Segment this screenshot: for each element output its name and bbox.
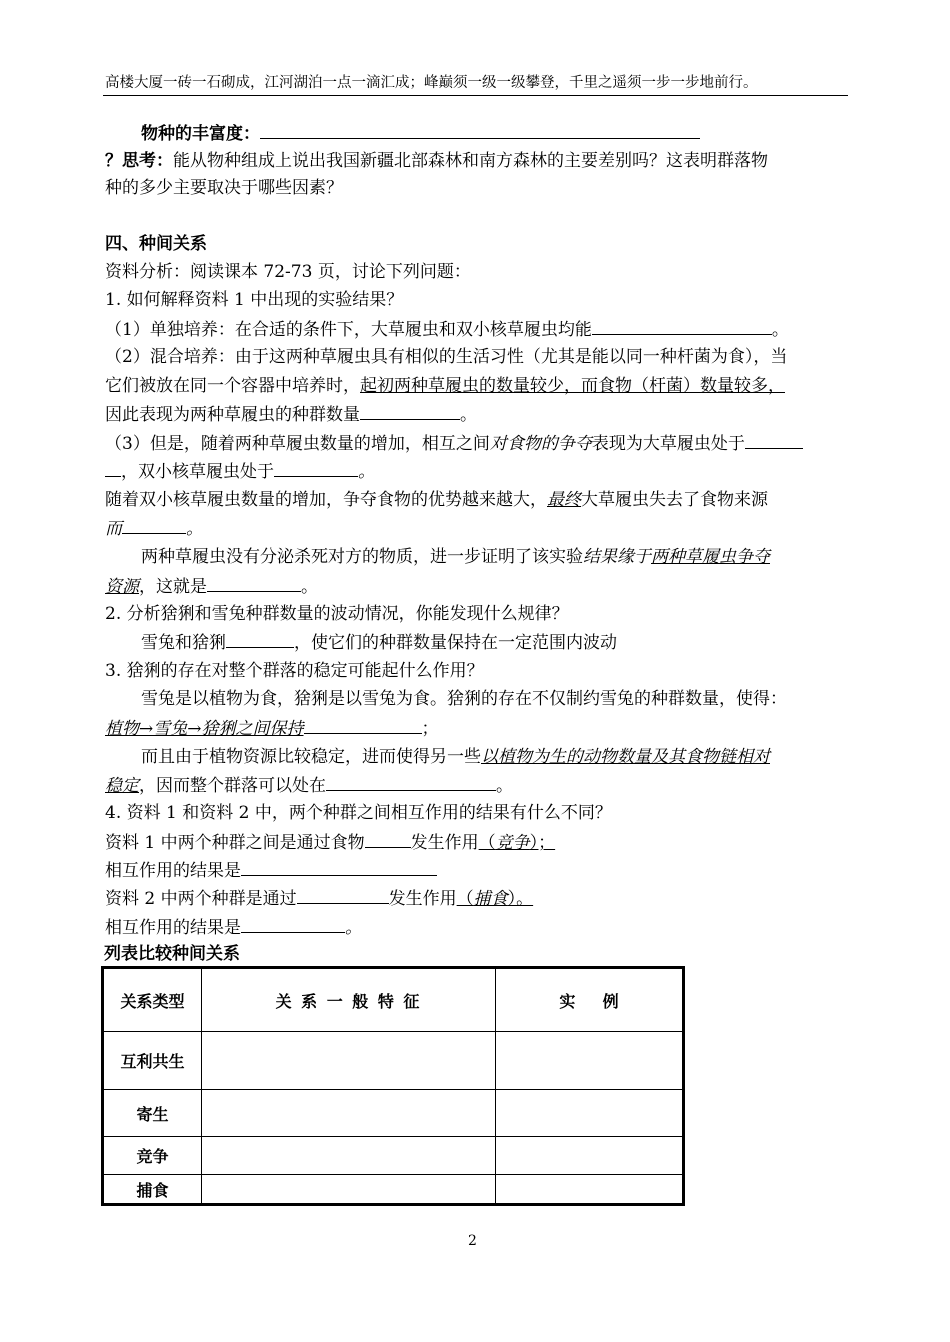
table-cell-blank[interactable] <box>202 1175 496 1205</box>
punct: 。 <box>301 577 318 597</box>
table-row-label: 竞争 <box>103 1137 202 1175</box>
q1-part-3-line-1 <box>105 432 803 455</box>
q2-text-a: 雪兔和猞猁 <box>141 633 226 653</box>
q1-part-4-blank[interactable] <box>122 517 186 534</box>
punct: 。 <box>186 519 203 539</box>
q1-part-5-text-b: ，这就是 <box>139 577 207 597</box>
q1-part-4-line-1 <box>105 489 768 511</box>
table-row-label: 捕食 <box>103 1175 202 1205</box>
q4-underlined-1 <box>479 833 556 853</box>
think-line-2: 种的多少主要取决于哪些因素？ <box>105 178 343 198</box>
q1-part-4-text: 随着双小核草履虫数量的增加，争夺食物的优势越来越大， <box>105 490 547 510</box>
paren: ）； <box>529 833 556 853</box>
q1-part-3-blank-1[interactable] <box>745 432 803 449</box>
richness-label: 物种的丰富度： <box>141 124 260 144</box>
table-row-label: 寄生 <box>103 1090 202 1137</box>
q4-answer-3 <box>105 887 533 910</box>
q4-answer-4 <box>105 916 362 939</box>
section-intro: 资料分析：阅读课本 72-73 页，讨论下列问题： <box>105 262 471 282</box>
question-mark-icon: ？ <box>105 151 122 171</box>
question-2: 2. 分析猞猁和雪兔种群数量的波动情况，你能发现什么规律？ <box>105 604 569 624</box>
q1-part-2-text: 它们被放在同一个容器中培养时， <box>105 376 360 396</box>
punct: 。 <box>345 918 362 938</box>
q3-answer-2 <box>105 717 439 740</box>
table-cell-blank[interactable] <box>202 1032 496 1090</box>
q4-italic-2: 捕食 <box>473 889 508 909</box>
think-label: 思考： <box>122 151 173 171</box>
q1-part-2-line-3 <box>105 403 477 426</box>
punct: 。 <box>771 320 789 340</box>
table-row <box>103 1090 684 1137</box>
q1-part-1-blank[interactable] <box>592 318 772 335</box>
punct: 。 <box>496 776 513 796</box>
q1-part-5-line-1 <box>141 546 770 568</box>
q4-answer-1 <box>105 831 555 854</box>
q3-answer-4 <box>105 774 513 797</box>
q4-text-e: 发生作用 <box>388 889 457 909</box>
q4-blank-1[interactable] <box>365 831 411 848</box>
q1-part-1-text: （1）单独培养：在合适的条件下，大草履虫和双小核草履虫均能 <box>105 320 592 340</box>
table-row-label: 互利共生 <box>103 1032 202 1090</box>
q3-emph-3: 稳定 <box>105 776 139 796</box>
page-header-motto: 高楼大厦一砖一石砌成，江河湖泊一点一滴汇成；峰巅须一级一级攀登，千里之遥须一步一步地前行。 <box>105 75 758 91</box>
q1-part-5-text: 两种草履虫没有分泌杀死对方的物质，进一步证明了该实验 <box>141 547 583 567</box>
q1-part-2-blank[interactable] <box>360 403 460 420</box>
q4-blank-2[interactable] <box>241 859 437 876</box>
table-header-cell: 关系类型 <box>103 968 202 1032</box>
q3-text-d: ，因而整个群落可以处在 <box>139 776 326 796</box>
table-row <box>103 1032 684 1090</box>
q1-part-5-emph: 两种草履虫争夺 <box>651 547 770 567</box>
q4-underlined-2 <box>457 889 534 909</box>
q1-part-5-italic: 结果缘于 <box>583 547 651 567</box>
table-cell-blank[interactable] <box>202 1137 496 1175</box>
q3-answer-3 <box>141 746 770 768</box>
richness-line <box>141 122 700 145</box>
table-cell-blank[interactable] <box>496 1137 684 1175</box>
q1-part-5-blank[interactable] <box>207 575 301 592</box>
q1-part-3-text-b: 表现为大草履虫处于 <box>591 434 745 454</box>
table-header-cell: 实 例 <box>496 968 684 1032</box>
q1-part-2-line-2 <box>105 375 785 397</box>
q1-part-3-blank-1-cont[interactable] <box>105 460 121 477</box>
q1-part-1 <box>105 318 789 341</box>
q1-part-2-text-3: 因此表现为两种草履虫的种群数量 <box>105 405 360 425</box>
q3-blank-2[interactable] <box>326 774 496 791</box>
paren: （ <box>456 889 474 909</box>
think-line-1 <box>105 150 768 172</box>
q1-part-2-line-1: （2）混合培养：由于这两种草履虫具有相似的生活习性（尤其是能以同一种杆菌为食），当 <box>105 347 788 367</box>
section-title: 四、种间关系 <box>105 234 207 254</box>
punct: ； <box>421 719 439 739</box>
richness-blank[interactable] <box>260 122 700 139</box>
q1-part-5-line-2 <box>105 575 318 598</box>
q1-part-4-line-2 <box>105 517 203 540</box>
table-row <box>103 1175 684 1205</box>
q4-text-b: 发生作用 <box>410 833 479 853</box>
q1-part-4-text-b: 大草履虫失去了食物来源 <box>581 490 768 510</box>
q2-blank[interactable] <box>226 631 294 648</box>
q4-text-f: 相互作用的结果是 <box>105 918 241 938</box>
q1-part-3-line-2 <box>105 460 375 483</box>
think-text-1: 能从物种组成上说出我国新疆北部森林和南方森林的主要差别吗？这表明群落物 <box>173 151 768 171</box>
q3-emph: 植物→雪兔→猞猁之间保持 <box>105 719 304 739</box>
relations-table <box>101 966 685 1206</box>
paren: ）。 <box>507 889 534 909</box>
q2-answer <box>141 631 617 654</box>
q4-answer-2 <box>105 859 437 882</box>
punct: 。 <box>460 405 477 425</box>
q4-blank-3[interactable] <box>297 887 389 904</box>
q1-part-4-emph: 最终 <box>547 490 581 510</box>
table-cell-blank[interactable] <box>496 1090 684 1137</box>
table-header-cell: 关 系 一 般 特 征 <box>202 968 496 1032</box>
q3-emph-2: 以植物为生的动物数量及其食物链相对 <box>481 747 770 767</box>
table-header-row <box>103 968 684 1032</box>
q1-part-5-emph-2: 资源 <box>105 577 139 597</box>
q3-text-c: 而且由于植物资源比较稳定，进而使得另一些 <box>141 747 481 767</box>
q1-part-3-text: （3）但是，随着两种草履虫数量的增加，相互之间 <box>105 434 490 454</box>
table-cell-blank[interactable] <box>496 1032 684 1090</box>
question-4: 4. 资料 1 和资料 2 中，两个种群之间相互作用的结果有什么不同？ <box>105 803 612 823</box>
table-cell-blank[interactable] <box>496 1175 684 1205</box>
question-3: 3. 猞猁的存在对整个群落的稳定可能起什么作用？ <box>105 661 484 681</box>
paren: （ <box>478 833 496 853</box>
q1-part-4-er: 而 <box>105 519 122 539</box>
q2-text-b: ，使它们的种群数量保持在一定范围内波动 <box>294 633 617 653</box>
q1-part-3-blank-2[interactable] <box>274 460 358 477</box>
q4-blank-4[interactable] <box>241 916 345 933</box>
q4-text-a: 资料 1 中两个种群之间是通过食物 <box>105 833 365 853</box>
q4-text-c: 相互作用的结果是 <box>105 861 241 881</box>
q1-part-3-text-c: ，双小核草履虫处于 <box>121 462 274 482</box>
q1-part-3-italic: 对食物的争夺 <box>489 434 592 454</box>
header-rule <box>103 95 848 96</box>
q3-blank-1[interactable] <box>304 717 422 734</box>
q4-text-d: 资料 2 中两个种群是通过 <box>105 889 297 909</box>
table-row <box>103 1137 684 1175</box>
q1-part-2-underlined: 起初两种草履虫的数量较少，而食物（杆菌）数量较多， <box>360 376 785 396</box>
q4-italic-1: 竞争 <box>495 833 530 853</box>
page-number: 2 <box>468 1233 477 1249</box>
question-1: 1. 如何解释资料 1 中出现的实验结果？ <box>105 290 404 310</box>
table-title: 列表比较种间关系 <box>104 944 240 964</box>
q3-answer-1: 雪兔是以植物为食，猞猁是以雪兔为食。猞猁的存在不仅制约雪兔的种群数量，使得： <box>141 689 787 709</box>
table-cell-blank[interactable] <box>202 1090 496 1137</box>
punct: 。 <box>358 462 375 482</box>
